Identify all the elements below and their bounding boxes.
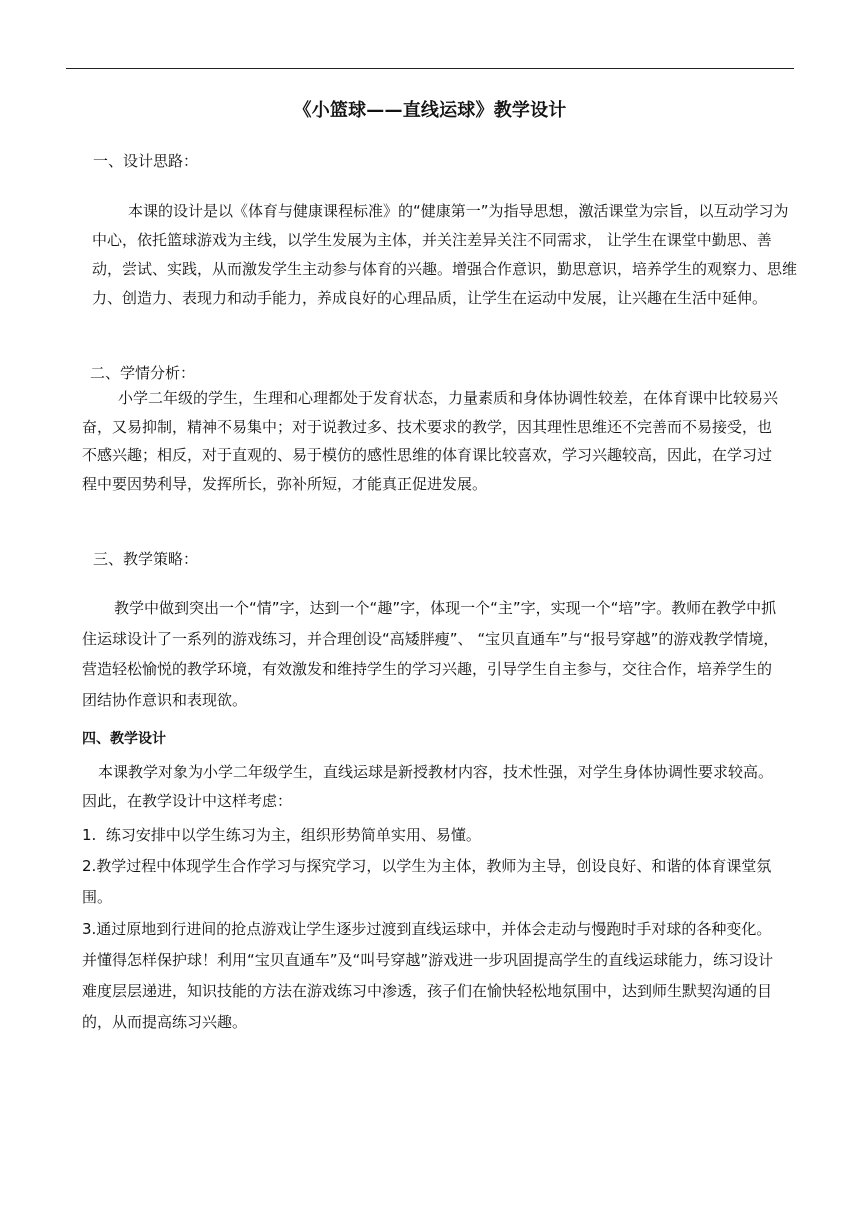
section-heading-teaching-strategy: 三、教学策略： bbox=[93, 550, 199, 568]
document-title: 《小篮球——直线运球》教学设计 bbox=[293, 100, 567, 121]
header-rule bbox=[66, 68, 794, 69]
section-body-student-analysis: 小学二年级的学生，生理和心理都处于发育状态，力量素质和身体协调性较差，在体育课中比较易兴奋，又易抑制，精神不易集中；对于说教过多、技术要求的教学，因其理性思维还不完善而不易接受，也不感兴趣；相反，对于直观的、易于模仿的感性思维的体育课比较喜欢，学习兴趣较高，因此，在学习过程中要因势利导，发挥所长，弥补所短，才能真正促进发展。 bbox=[82, 389, 779, 493]
list-item: 2.教学过程中体现学生合作学习与探究学习，以学生为主体，教师为主导，创设良好、和谐的体育课堂氛围。 bbox=[82, 857, 772, 906]
section-heading-design-idea: 一、设计思路： bbox=[93, 152, 199, 170]
section-heading-teaching-design: 四、教学设计 bbox=[82, 731, 166, 747]
section-body-design-idea: 本课的设计是以《体育与健康课程标准》的“健康第一”为指导思想，激活课堂为宗旨，以互动学习为中心，依托篮球游戏为主线，以学生发展为主体，并关注差异关注不同需求， 让学生在课堂中勤思、善动，尝试、实践，从而激发学生主动参与体育的兴趣。增强合作意识，勤思意识，培养学生的观察力、思维力、创造力、表现力和动手能力，养成良好的心理品质，让学生在运动中发展，让兴趣在生活中延伸。 bbox=[92, 202, 798, 307]
section-heading-student-analysis: 二、学情分析： bbox=[90, 364, 196, 382]
section-body-teaching-design: 本课教学对象为小学二年级学生，直线运球是新授教材内容，技术性强，对学生身体协调性要求较高。因此，在教学设计中这样考虑： bbox=[82, 763, 774, 810]
list-item: 1. 练习安排中以学生练习为主，组织形势简单实用、易懂。 bbox=[82, 826, 481, 844]
list-item: 3.通过原地到行进间的抢点游戏让学生逐步过渡到直线运球中，并体会走动与慢跑时手对球的各种变化。并懂得怎样保护球！利用“宝贝直通车”及“叫号穿越”游戏进一步巩固提高学生的直线运球能力，练习设计难度层层递进，知识技能的方法在游戏练习中渗透，孩子们在愉快轻松地氛围中，达到师生默契沟通的目的，从而提高练习兴趣。 bbox=[82, 920, 774, 1031]
section-body-teaching-strategy: 教学中做到突出一个“情”字，达到一个“趣”字，体现一个“主”字，实现一个“培”字。教师在教学中抓住运球设计了一系列的游戏练习，并合理创设“高矮胖瘦”、 “宝贝直通车”与“报号穿越”的游戏教学情境，营造轻松愉悦的教学环境，有效激发和维持学生的学习兴趣，引导学生自主参与，交往合作，培养学生的团结协作意识和表现欲。 bbox=[82, 599, 779, 709]
